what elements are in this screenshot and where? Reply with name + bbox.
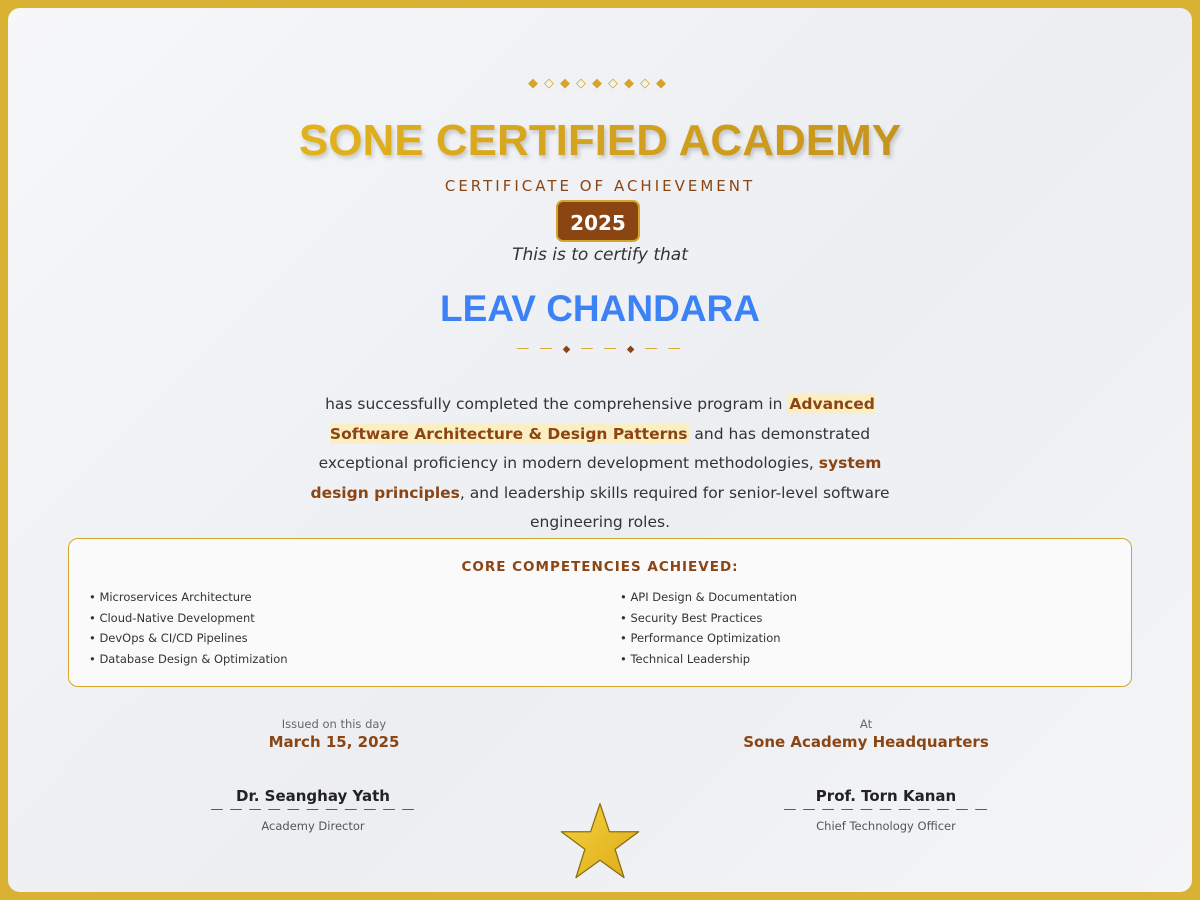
issued-date: March 15, 2025 (268, 733, 400, 751)
statement-intro: has successfully completed the comprehensive program in (325, 395, 788, 413)
signatory-name: Prof. Torn Kanan (815, 787, 957, 805)
ornament-diamond-icon: ◆ (560, 76, 576, 91)
signature-line: — — — — — — — — — — — (210, 802, 416, 817)
divider-dash: — (539, 341, 556, 356)
certify-line: This is to certify that (512, 245, 688, 265)
signatory-role: Academy Director (261, 819, 365, 833)
year-badge: 2025 (556, 200, 640, 242)
ornament-diamond-icon: ◆ (592, 76, 608, 91)
competency-item: • Performance Optimization (620, 631, 781, 645)
competency-item: • Cloud-Native Development (89, 610, 255, 625)
certificate (8, 8, 1192, 892)
divider-diamond-icon: ◆ (626, 344, 638, 355)
achievement-statement (298, 390, 902, 538)
location-label: At (859, 717, 873, 731)
issued-block (184, 717, 484, 751)
divider-dash: — (516, 341, 533, 356)
signature-line: — — — — — — — — — — — (783, 802, 989, 817)
recipient-name: LEAV CHANDARA (440, 288, 760, 329)
program-name: Advanced Software Architecture & Design Patterns (329, 395, 875, 443)
competency-item: • Database Design & Optimization (89, 651, 288, 666)
name-divider (8, 341, 1192, 356)
statement-end: , and leadership skills required for senior-level software engineering roles. (459, 483, 890, 531)
signature-cto (736, 787, 1036, 833)
academy-title: SONE CERTIFIED ACADEMY (8, 116, 1192, 166)
divider-dash: — (580, 341, 597, 356)
competencies-box (68, 538, 1132, 687)
certificate-type: CERTIFICATE OF ACHIEVEMENT (444, 177, 756, 195)
ornament-diamond-outline-icon: ◇ (544, 76, 560, 91)
ornament-diamond-icon: ◆ (656, 76, 672, 91)
competency-item: • DevOps & CI/CD Pipelines (89, 631, 248, 645)
issued-label: Issued on this day (281, 717, 387, 731)
statement-middle: and has demonstrated exceptional proficiency in modern development methodologies, (318, 424, 871, 472)
divider-diamond-icon: ◆ (562, 344, 574, 355)
divider-dash: — (644, 341, 661, 356)
ornament-diamond-outline-icon: ◇ (640, 76, 656, 91)
competencies-title: CORE COMPETENCIES ACHIEVED: (461, 559, 739, 575)
ornament-diamond-icon: ◆ (528, 76, 544, 91)
signatory-name: Dr. Seanghay Yath (236, 787, 390, 805)
competency-item: • Technical Leadership (620, 651, 751, 666)
competency-item: • Security Best Practices (620, 610, 763, 625)
competencies-right-column (620, 587, 797, 669)
ornament-diamond-outline-icon: ◇ (576, 76, 592, 91)
signature-director (163, 787, 463, 833)
competency-item: • API Design & Documentation (620, 590, 797, 604)
competencies-left-column (89, 587, 288, 669)
signatory-role: Chief Technology Officer (816, 819, 956, 833)
competency-item: • Microservices Architecture (89, 590, 252, 604)
ornament-diamond-outline-icon: ◇ (608, 76, 624, 91)
ornament-diamond-icon: ◆ (624, 76, 640, 91)
divider-dash: — (667, 341, 684, 356)
divider-dash: — (603, 341, 620, 356)
location-place: Sone Academy Headquarters (743, 733, 989, 751)
top-ornament (8, 76, 1192, 91)
statement-emphasis: system design principles (310, 454, 882, 502)
location-block (716, 717, 1016, 751)
gold-star-seal-icon (558, 802, 642, 886)
